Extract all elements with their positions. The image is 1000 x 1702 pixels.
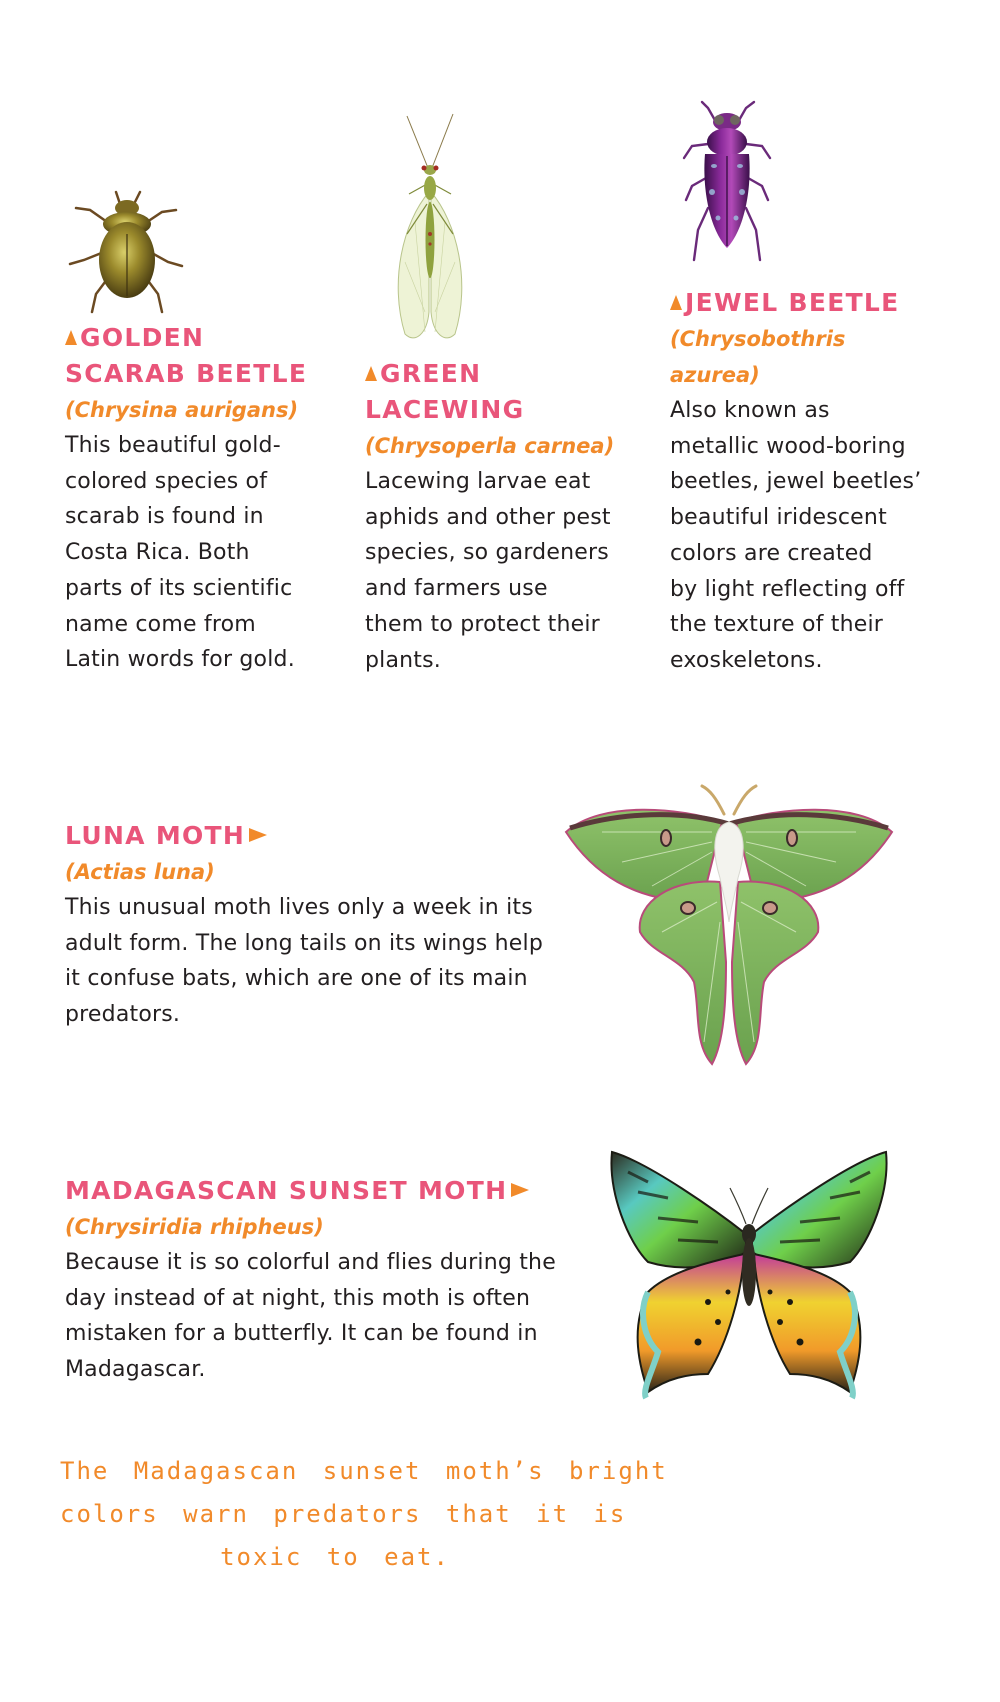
description-line: plants. (365, 647, 441, 673)
description-line: colors are created (670, 540, 873, 566)
description-line: them to protect their (365, 611, 600, 637)
entry-description (65, 1245, 625, 1388)
entry-description (65, 890, 585, 1033)
triangle-up-icon (670, 295, 682, 310)
description-line: species, so gardeners (365, 540, 609, 566)
description-line: predators. (65, 1002, 181, 1028)
scientific-name: (Actias luna) (65, 860, 215, 884)
description-line: colored species of (65, 468, 268, 494)
description-line: beetles, jewel beetles’ (670, 469, 922, 495)
entry-title-line-2: SCARAB BEETLE (65, 359, 308, 388)
entry-title: MADAGASCAN SUNSET MOTH (65, 1173, 625, 1209)
entry-title: GOLDEN (65, 320, 345, 356)
triangle-up-icon (65, 330, 77, 345)
scientific-name: (Chrysoperla carnea) (365, 434, 615, 458)
description-line: day instead of at night, this moth is often (65, 1285, 531, 1311)
description-line: beautiful iridescent (670, 505, 887, 531)
luna-moth-entry (65, 818, 585, 1033)
scientific-name: (Chrysina aurigans) (65, 398, 299, 422)
description-line: it confuse bats, which are one of its main (65, 966, 528, 992)
green-lacewing-illustration (385, 112, 475, 342)
scientific-name: (Chrysobothris (670, 327, 846, 351)
madagascan-sunset-moth-illustration (608, 1142, 890, 1408)
description-line: This beautiful gold- (65, 433, 281, 458)
green-lacewing-entry (365, 356, 655, 678)
description-line: metallic wood-boring (670, 433, 906, 459)
fun-fact-note (60, 1450, 668, 1579)
triangle-right-icon (511, 1183, 529, 1197)
description-line: Lacewing larvae eat (365, 469, 591, 494)
triangle-right-icon (249, 828, 267, 842)
description-line: Because it is so colorful and flies during the (65, 1250, 556, 1275)
description-line: Latin words for gold. (65, 647, 295, 673)
entry-title: JEWEL BEETLE (670, 285, 970, 321)
entry-title: LUNA MOTH (65, 818, 585, 854)
note-line: colors warn predators that it is (60, 1500, 627, 1528)
entry-description (365, 464, 655, 678)
madagascan-sunset-moth-entry (65, 1173, 625, 1388)
description-line: aphids and other pest (365, 504, 611, 530)
entry-description (670, 393, 970, 679)
note-line: The Madagascan sunset moth’s bright (60, 1457, 668, 1485)
description-line: scarab is found in (65, 504, 264, 530)
description-line: adult form. The long tails on its wings help (65, 930, 543, 956)
note-line: toxic to eat. (220, 1543, 450, 1571)
description-line: parts of its scientific (65, 575, 293, 601)
triangle-up-icon (365, 366, 377, 381)
description-line: This unusual moth lives only a week in its (65, 895, 533, 920)
entry-description (65, 428, 345, 678)
golden-scarab-beetle-entry (65, 320, 345, 678)
golden-scarab-beetle-illustration (62, 190, 192, 315)
scientific-name-line-2: azurea) (670, 363, 760, 387)
description-line: name come from (65, 611, 256, 637)
jewel-beetle-entry (670, 285, 970, 679)
description-line: Costa Rica. Both (65, 540, 250, 566)
description-line: by light reflecting off (670, 576, 905, 602)
entry-title: GREEN (365, 356, 655, 392)
description-line: and farmers use (365, 576, 548, 602)
jewel-beetle-illustration (672, 100, 782, 265)
description-line: exoskeletons. (670, 647, 823, 673)
entry-title-line-2: LACEWING (365, 395, 525, 424)
luna-moth-illustration (562, 782, 896, 1072)
description-line: Also known as (670, 398, 830, 423)
description-line: the texture of their (670, 612, 884, 638)
description-line: Madagascar. (65, 1357, 206, 1383)
description-line: mistaken for a butterfly. It can be found in (65, 1321, 538, 1347)
scientific-name: (Chrysiridia rhipheus) (65, 1215, 324, 1239)
